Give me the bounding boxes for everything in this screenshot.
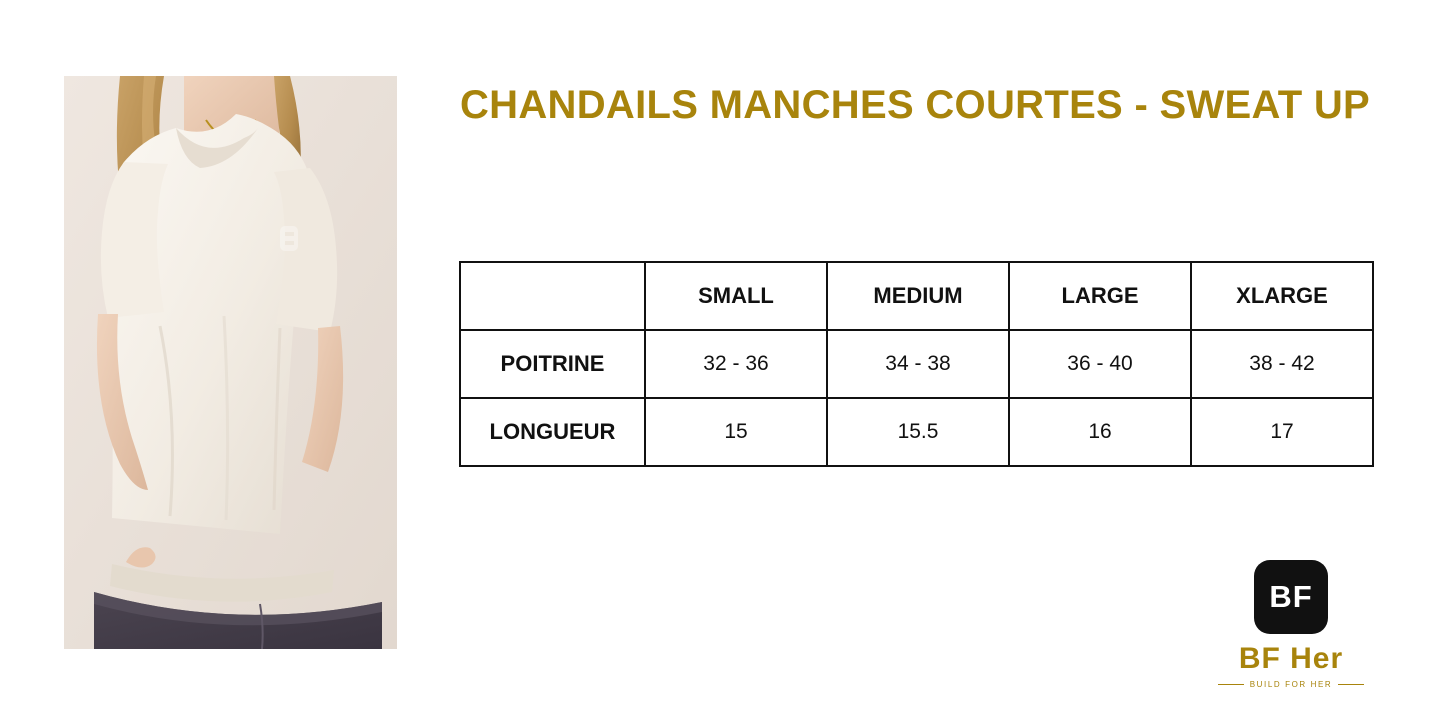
cell-poitrine-medium: 34 - 38	[827, 330, 1009, 398]
column-header-large: LARGE	[1009, 262, 1191, 330]
tagline-rule-right-icon	[1338, 684, 1364, 685]
tagline-rule-left-icon	[1218, 684, 1244, 685]
brand-logo	[1201, 560, 1381, 689]
table-row	[460, 330, 1373, 398]
cell-poitrine-xlarge: 38 - 42	[1191, 330, 1373, 398]
bf-monogram-icon	[1254, 560, 1328, 634]
table-corner-cell	[460, 262, 645, 330]
column-header-small: SMALL	[645, 262, 827, 330]
bf-monogram-text: BF	[1269, 579, 1313, 614]
row-header-poitrine: POITRINE	[460, 330, 645, 398]
product-photo	[64, 76, 397, 649]
table-row	[460, 398, 1373, 466]
size-chart-table	[459, 261, 1374, 467]
row-header-longueur: LONGUEUR	[460, 398, 645, 466]
cell-longueur-large: 16	[1009, 398, 1191, 466]
cell-longueur-xlarge: 17	[1191, 398, 1373, 466]
brand-tagline-row	[1201, 680, 1381, 689]
cell-poitrine-small: 32 - 36	[645, 330, 827, 398]
cell-longueur-small: 15	[645, 398, 827, 466]
column-header-xlarge: XLARGE	[1191, 262, 1373, 330]
column-header-medium: MEDIUM	[827, 262, 1009, 330]
table-header-row	[460, 262, 1373, 330]
page-title: CHANDAILS MANCHES COURTES - SWEAT UP	[459, 83, 1371, 127]
cell-longueur-medium: 15.5	[827, 398, 1009, 466]
brand-tagline: BUILD FOR HER	[1249, 680, 1333, 689]
cell-poitrine-large: 36 - 40	[1009, 330, 1191, 398]
product-photo-image	[64, 76, 397, 649]
brand-wordmark: BF Her	[1238, 642, 1344, 675]
